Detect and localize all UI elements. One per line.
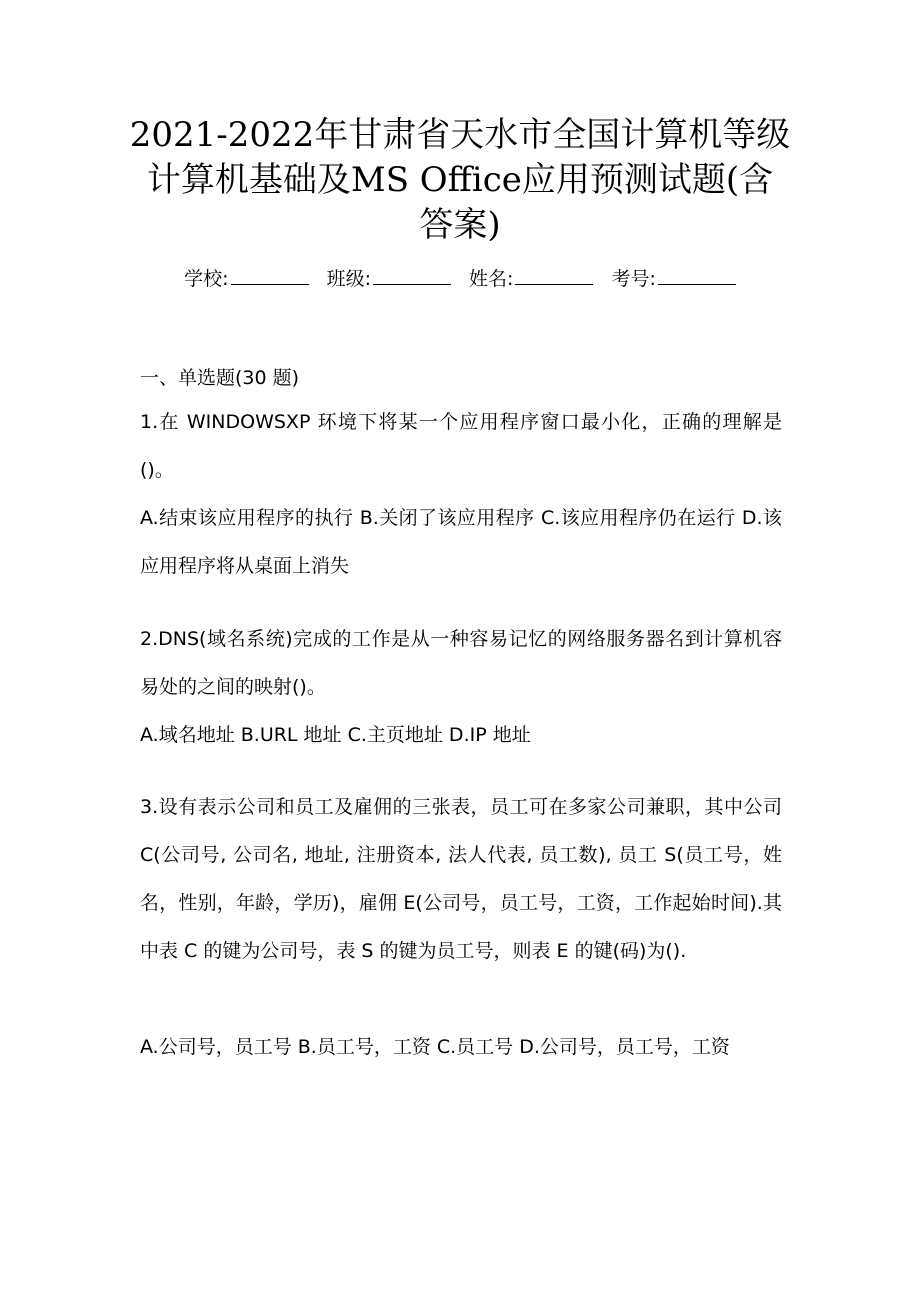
name-field xyxy=(469,264,593,294)
name-label: 姓名: xyxy=(469,268,514,290)
title-line-2: 计算机基础及MS Office应用预测试题(含 xyxy=(146,160,774,200)
school-field xyxy=(184,264,308,294)
class-label: 班级: xyxy=(326,268,371,290)
section-heading: 一、单选题(30 题) xyxy=(140,367,300,389)
student-info-fields xyxy=(0,264,920,294)
school-blank xyxy=(231,264,309,285)
question-3-stem: 3.设有表示公司和员工及雇佣的三张表，员工可在多家公司兼职，其中公司 C(公司号, 公司名, 地址, 注册资本, 法人代表, 员工数), 员工 S(员工号，姓名，性别，年龄，学历)，雇佣 E(公司号，员工号，工资，工作起始时间).其中表 C 的键为公司号，表 S 的键为员工号，则表 E 的键(码)为(). xyxy=(140,796,782,962)
exam-number-field xyxy=(611,264,735,294)
class-field xyxy=(327,264,451,294)
document-title xyxy=(120,113,800,248)
question-1-options: A.结束该应用程序的执行 B.关闭了该应用程序 C.该应用程序仍在运行 D.该应用程序将从桌面上消失 xyxy=(140,507,782,577)
question-2-stem: 2.DNS(域名系统)完成的工作是从一种容易记忆的网络服务器名到计算机容易处的之间的映射()。 xyxy=(140,628,782,698)
question-3-options: A.公司号，员工号 B.员工号，工资 C.员工号 D.公司号，员工号，工资 xyxy=(140,1036,730,1058)
question-2-options: A.域名地址 B.URL 地址 C.主页地址 D.IP 地址 xyxy=(140,724,531,746)
exam-number-blank xyxy=(658,264,736,285)
question-1-stem: 1.在 WINDOWSXP 环境下将某一个应用程序窗口最小化，正确的理解是()。 xyxy=(140,411,782,481)
exam-number-label: 考号: xyxy=(611,268,656,290)
class-blank xyxy=(373,264,451,285)
title-line-3: 答案) xyxy=(419,205,501,245)
name-blank xyxy=(515,264,593,285)
title-line-1: 2021-2022年甘肃省天水市全国计算机等级 xyxy=(129,115,791,155)
school-label: 学校: xyxy=(184,268,229,290)
